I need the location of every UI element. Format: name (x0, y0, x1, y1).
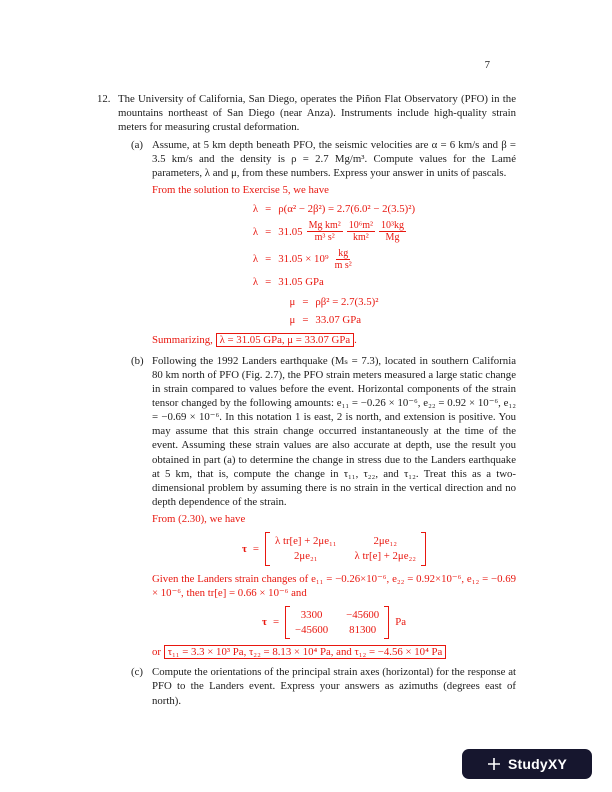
brand-xy: XY (547, 755, 567, 772)
summary-prefix: Summarizing, (152, 334, 216, 347)
equals-sign: = (272, 616, 280, 629)
brand-study: Study (508, 755, 548, 772)
problem-12 (97, 92, 516, 711)
stress-matrix-symbolic (152, 532, 516, 565)
part-b-result (152, 645, 516, 659)
part-a-label: (a) (131, 138, 143, 151)
matrix-cell: λ tr[e] + 2μe₁₁ (275, 535, 337, 548)
equals-sign: = (265, 276, 272, 289)
boxed-result: λ = 31.05 GPa, μ = 33.07 GPa (216, 333, 355, 347)
tau-symbol: τ (261, 616, 267, 629)
part-c-text: Compute the orientations of the principal strain axes (horizontal) for the response at PFO to the Landers event. Express your answers as azimuths (degrees east of north). (152, 666, 516, 707)
equation-rhs: ρβ² = 2.7(3.5)² (315, 296, 379, 309)
equation-mu (290, 295, 379, 327)
equation-rhs: 33.07 GPa (315, 314, 362, 327)
plus-icon (487, 757, 501, 771)
part-b (131, 354, 516, 663)
equation-rhs (278, 248, 354, 271)
part-b-body (152, 354, 516, 663)
equation-lhs: λ (252, 253, 259, 266)
part-a-solution-intro: From the solution to Exercise 5, we have (152, 183, 329, 196)
equals-sign: = (302, 314, 309, 327)
equation-lhs: λ (252, 276, 259, 289)
problem-body (118, 92, 516, 711)
part-a-body (152, 138, 516, 351)
stress-matrix-numeric (152, 606, 516, 639)
equals-sign: = (252, 542, 260, 555)
part-c (131, 665, 516, 710)
equation-rhs: 31.05 GPa (278, 276, 324, 289)
matrix-cell: 2μe₂₁ (294, 550, 318, 563)
part-b-given-text: Given the Landers strain changes of e₁₁ = −0.26×10⁻⁶, e₂₂ = 0.92×10⁻⁶, e₁₂ = −0.69 × 10⁻⁶, then tr[e] = 0.66 × 10⁻⁶ and (152, 572, 516, 599)
matrix-cell: 81300 (349, 623, 377, 636)
part-b-text: Following the 1992 Landers earthquake (Mₛ = 7.3), located in southern California 80 km north of PFO (Fig. 2.7), the PFO strain meters measured a large static change in strain compared to values before the event. Horizontal components of the strain tensor changed by the following amounts: e₁₁ = −0.26 × 10⁻⁶, e₂₂ = 0.92 × 10⁻⁶, e₁₂ = −0.69 × 10⁻⁶. In this notation 1 is east, 2 is north, and extension is positive. You may assume that this strain change occurred instantaneously at the time of the event. Assuming these strain values are also accurate at depth, use the result you obtained in part (a) to determine the change in stress due to the Landers earthquake at 5 km, that is, compute the change in τ₁₁, τ₂₂, and τ₁₂. Treat this as a two-dimensional problem by assuming there is no strain in the vertical direction and no depth dependence of the strain. (152, 354, 516, 508)
equation-lambda (253, 202, 415, 289)
fraction-numerator: 10³kg (381, 220, 404, 232)
equation-lhs: μ (289, 314, 296, 327)
matrix (265, 532, 426, 565)
part-a-text: Assume, at 5 km depth beneath PFO, the seismic velocities are α = 6 km/s and β = 3.5 km/s and the density is ρ = 2.7 Mg/m³. Compute values for the Lamé parameters, λ and μ, from these numbers. Express your answer in units of pascals. (152, 138, 516, 179)
coefficient: 31.05 (278, 225, 303, 238)
right-bracket (421, 532, 426, 565)
matrix-cells (270, 532, 421, 565)
matrix-cell: 2μe₁₂ (373, 535, 398, 548)
problem-number: 12. (97, 93, 111, 106)
document-page (97, 58, 516, 711)
fraction-denominator: Mg (385, 232, 400, 244)
part-c-label: (c) (131, 666, 143, 679)
part-c-body (152, 665, 516, 710)
fraction (333, 248, 354, 271)
matrix (285, 606, 389, 639)
fraction (307, 220, 343, 243)
page-number: 7 (484, 59, 490, 71)
fraction-numerator: 10⁶m² (348, 220, 373, 232)
equals-sign: = (265, 225, 272, 238)
part-a (131, 138, 516, 351)
fraction-numerator: kg (338, 247, 349, 259)
equation-rhs (278, 220, 406, 243)
fraction-denominator: km² (352, 232, 369, 244)
equation-lhs: μ (289, 296, 296, 309)
equals-sign: = (302, 296, 309, 309)
matrix-cell: −45600 (346, 608, 380, 621)
matrix-cells (290, 606, 384, 639)
part-b-label: (b) (131, 354, 144, 367)
right-bracket (384, 606, 389, 639)
fraction (379, 220, 406, 243)
matrix-cell: λ tr[e] + 2μe₂₂ (354, 550, 417, 563)
equation-lhs: λ (252, 225, 259, 238)
fraction (347, 220, 375, 243)
matrix-cell: −45600 (295, 623, 329, 636)
matrix-cell: 3300 (300, 608, 323, 621)
part-b-solution-intro: From (2.30), we have (152, 513, 246, 526)
equation-lhs: λ (252, 203, 259, 216)
problem-intro-text: The University of California, San Diego, operates the Piñon Flat Observatory (PFO) in the mountains northeast of San Diego (near Anza). Instruments include high-quality strain meters for measuring crustal deformation. (118, 93, 516, 134)
units-label: Pa (395, 616, 407, 629)
equals-sign: = (265, 203, 272, 216)
part-a-summary (152, 333, 516, 347)
summary-suffix: . (354, 334, 357, 347)
boxed-result: τ₁₁ = 3.3 × 10³ Pa, τ₂₂ = 8.13 × 10⁴ Pa, and τ₁₂ = −4.56 × 10⁴ Pa (164, 645, 447, 659)
coefficient: 31.05 × 10⁹ (278, 253, 329, 266)
equation-rhs: ρ(α² − 2β²) = 2.7(6.0² − 2(3.5)²) (278, 203, 416, 216)
fraction-numerator: Mg km² (308, 220, 341, 232)
equals-sign: = (265, 253, 272, 266)
fraction-denominator: m³ s² (314, 232, 335, 244)
fraction-denominator: m s² (334, 259, 352, 271)
studyxy-logo (462, 749, 592, 779)
brand-text (508, 755, 567, 773)
tau-symbol: τ (241, 542, 247, 555)
result-prefix: or (152, 646, 164, 659)
